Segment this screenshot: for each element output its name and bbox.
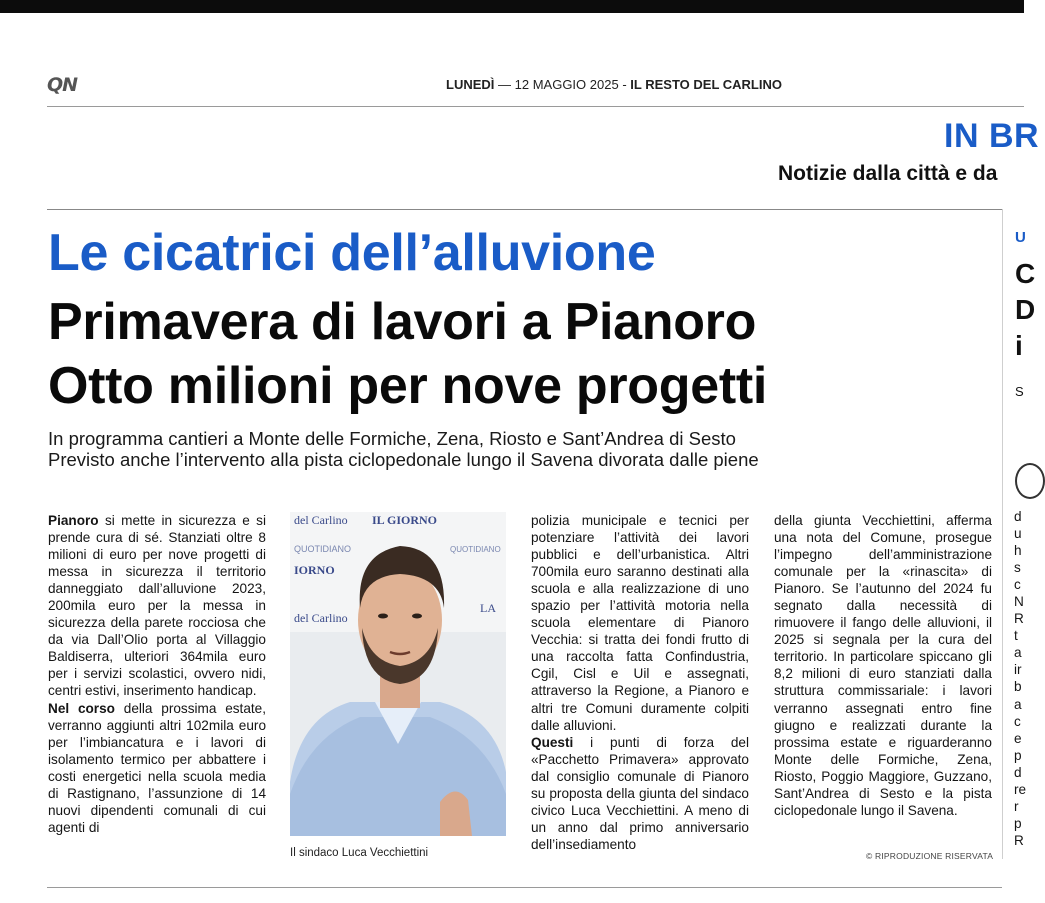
side-text-line: p bbox=[1014, 747, 1022, 763]
side-text-line: N bbox=[1014, 594, 1024, 610]
mayor-photo bbox=[290, 512, 506, 836]
backdrop-text: IORNO bbox=[294, 563, 335, 577]
side-text-line: b bbox=[1014, 679, 1022, 695]
article-column-1 bbox=[48, 512, 266, 836]
side-text-line: a bbox=[1014, 645, 1022, 661]
qn-logo: QN bbox=[47, 74, 78, 96]
side-article-heading-letter: D bbox=[1015, 294, 1036, 325]
side-text-line: re bbox=[1014, 781, 1027, 797]
paragraph-lead: Questi bbox=[531, 734, 574, 750]
backdrop-text: LA bbox=[480, 601, 496, 615]
article-subtitle-line: Previsto anche l’intervento alla pista ciclopedonale lungo il Savena divorata dalle piene bbox=[48, 449, 759, 470]
side-text-line: s bbox=[1014, 560, 1021, 576]
article-paragraph bbox=[531, 734, 749, 853]
side-text-line: R bbox=[1014, 832, 1024, 848]
side-article-kicker: U bbox=[1015, 229, 1026, 246]
article-title-line: Primavera di lavori a Pianoro bbox=[48, 293, 757, 351]
side-article-heading-letter: C bbox=[1015, 258, 1036, 289]
footer-rule bbox=[47, 887, 1002, 888]
article-column-4 bbox=[774, 512, 992, 819]
paragraph-lead: Pianoro bbox=[48, 513, 99, 528]
header-rule bbox=[47, 106, 1024, 107]
side-text-line: p bbox=[1014, 815, 1022, 831]
dateline-separator: — bbox=[498, 77, 512, 92]
side-text-line: r bbox=[1014, 798, 1019, 814]
article-paragraph bbox=[48, 512, 266, 700]
copyright-notice: © RIPRODUZIONE RISERVATA bbox=[866, 851, 994, 861]
backdrop-text: del Carlino bbox=[294, 513, 348, 527]
side-text-line: c bbox=[1014, 577, 1021, 593]
article-column-3 bbox=[531, 512, 749, 853]
section-subtitle: Notizie dalla città e da bbox=[778, 162, 998, 185]
top-bar bbox=[0, 0, 1024, 13]
dateline-separator: - bbox=[622, 77, 627, 92]
side-text-line: R bbox=[1014, 611, 1024, 627]
side-article-image bbox=[1015, 463, 1045, 499]
side-text-line: u bbox=[1014, 526, 1022, 542]
article-subtitle bbox=[48, 428, 759, 470]
dateline bbox=[446, 77, 782, 92]
side-text-line: a bbox=[1014, 696, 1022, 712]
dateline-paper: IL RESTO DEL CARLINO bbox=[630, 77, 782, 92]
article-subtitle-line: In programma cantieri a Monte delle Formiche, Zena, Riosto e Sant’Andrea di Sesto bbox=[48, 428, 736, 449]
section-title: IN BR bbox=[944, 117, 1040, 155]
paragraph-text: si mette in sicurezza e si prende cura di sé. Stanziati oltre 8 milioni di euro per nove progetti di messa in sicurezza il territorio danneggiato dall’alluvione 2023, 200mila euro per la messa in sicurezza della parete rocciosa che da via Dall’Olio porta al Villaggio Baldiserra, ulteriori 364mila euro per i servizi scolastici, ovvero nidi, centri estivi, inserimento handicap. bbox=[48, 513, 266, 699]
section-rule bbox=[47, 209, 1002, 210]
article-paragraph bbox=[48, 700, 266, 836]
paragraph-text: i punti di forza del «Pacchetto Primavera» approvato dal consiglio comunale di Pianoro su proposta della giunta del sindaco civico Luca Vecchiettini. A meno di un anno dal primo anniversario dell’insediamento bbox=[531, 734, 749, 852]
side-text-line: h bbox=[1014, 543, 1022, 559]
dateline-date: 12 MAGGIO 2025 bbox=[514, 77, 619, 92]
side-article-heading-letter: i bbox=[1015, 330, 1023, 361]
paragraph-text: polizia municipale e tecnici per potenziare l’attività dei lavori pubblici e dell’urbanistica. Altri 700mila euro saranno destinati alla scuola e alla realizzazione di uno spazio per l’attività motoria nella scuola elementare di Pianoro Vecchia: si tratta dei fondi frutto di una raccolta fatta Confindustria, Cgil, Cisl e Uil e assegnati, attraverso la Regione, a Pianoro e altri tre Comuni duramente colpiti dalle alluvioni. bbox=[531, 513, 749, 733]
side-text-line: ir bbox=[1014, 662, 1022, 678]
side-article-text bbox=[1014, 508, 1026, 849]
side-text-line: t bbox=[1014, 628, 1018, 644]
side-article-subtitle-letter: S bbox=[1015, 384, 1024, 399]
side-text-line: d bbox=[1014, 509, 1022, 524]
column-divider bbox=[1002, 209, 1003, 859]
side-text-line: e bbox=[1014, 730, 1022, 746]
paragraph-lead: Nel corso bbox=[48, 700, 115, 716]
side-text-line: d bbox=[1014, 764, 1022, 780]
article-kicker: Le cicatrici dell’alluvione bbox=[48, 224, 656, 282]
article-title bbox=[48, 290, 767, 418]
article-title-line: Otto milioni per nove progetti bbox=[48, 357, 768, 415]
backdrop-text: QUOTIDIANO bbox=[294, 544, 352, 554]
article-paragraph: della giunta Vecchiettini, afferma una nota del Comune, prosegue l’impegno dell’amministrazione comunale per la «rinascita» di Pianoro. Se l’autunno del 2024 fu segnato dalla necessità di rimuovere il fango delle alluvioni, il 2025 si segnala per la cura del territorio. In particolare spiccano gli 8,2 milioni di euro stanziati dalla struttura commissariale: i lavori verranno assegnati entro fine giugno e realizzati durante la prossima estate e riguarderanno Monte delle Formiche, Zena, Riosto, Poggio Maggiore, Guzzano, Sant’Andrea di Sesto e la pista ciclopedonale lungo il Savena. bbox=[774, 513, 992, 818]
dateline-day: LUNEDÌ bbox=[446, 77, 495, 92]
photo-caption: Il sindaco Luca Vecchiettini bbox=[290, 847, 429, 859]
article-paragraph bbox=[531, 512, 749, 734]
paragraph-text: della prossima estate, verranno aggiunti altri 102mila euro per l’imbiancatura e i lavori di isolamento termico per abbattere i costi energetici nella scuola media di Rastignano, l’assunzione di 14 nuovi dipendenti comunali di cui agenti di bbox=[48, 700, 266, 835]
backdrop-text: IL GIORNO bbox=[372, 513, 438, 527]
backdrop-text: del Carlino bbox=[294, 611, 348, 625]
backdrop-text: QUOTIDIANO bbox=[450, 545, 501, 554]
side-text-line: c bbox=[1014, 713, 1021, 729]
